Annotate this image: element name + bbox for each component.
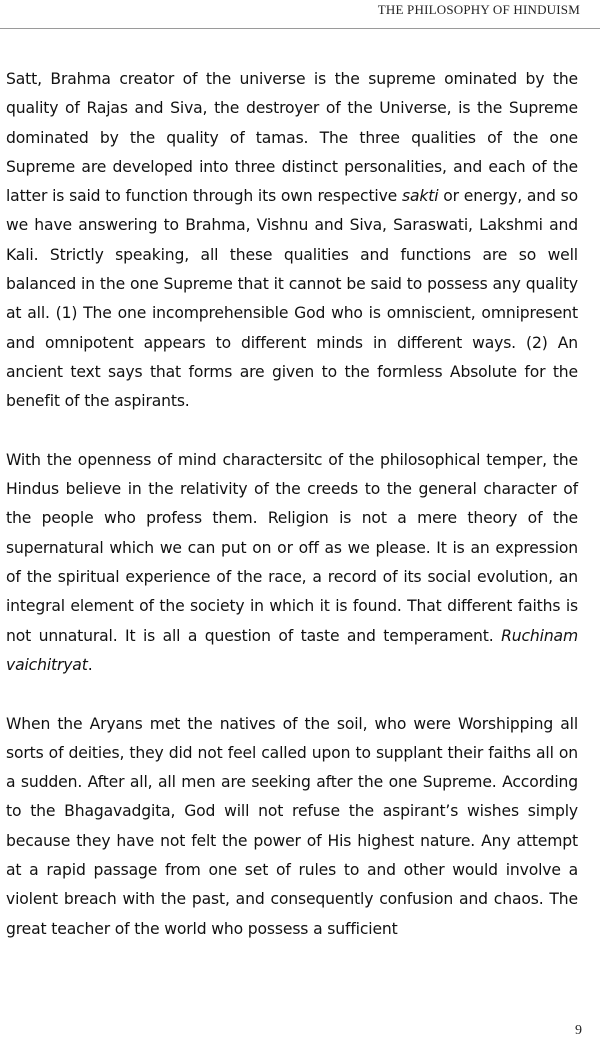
text-run: . [87, 655, 93, 674]
paragraph-3 [6, 710, 578, 944]
text-run: When the Aryans met the natives of the soil, who were Worshipping all sorts of deities, they did not feel called upon to supplant their faiths all on a sudden. After all, all men are seeking after the one Supreme. According to the Bhagavadgita, God will not refuse the aspirant’s wishes simply because they have not felt the power of His highest nature. Any attempt at a rapid passage from one set of rules to and other would involve a violent breach with the past, and consequently confusion and chaos. The great teacher of the world who possess a sufficient [6, 714, 578, 938]
header-rule [0, 28, 600, 29]
italic-term: Ruchinam vaichitryat [6, 626, 578, 674]
page-number: 9 [575, 1023, 582, 1038]
text-run: or energy, and so we have answering to Brahma, Vishnu and Siva, Saraswati, Lakshmi and Kali. Strictly speaking, all these qualities and functions are so well balanced in the one Supreme that it cannot be said to possess any quality at all. (1) The one incomprehensible God who is omniscient, omnipresent and omnipotent appears to different minds in different ways. (2) An ancient text says that forms are given to the formless Absolute for the benefit of the aspirants. [6, 187, 578, 411]
paragraph-1 [6, 65, 578, 417]
running-head: THE PHILOSOPHY OF HINDUISM [377, 2, 580, 17]
body-text [6, 65, 578, 944]
text-run: Satt, Brahma creator of the universe is the supreme ominated by the quality of Rajas and Siva, the destroyer of the Universe, is the Supreme dominated by the quality of tamas. The three qualities of the one Supreme are developed into three distinct personalities, and each of the latter is said to function through its own respective [6, 70, 578, 206]
text-run: With the openness of mind charactersitc of the philosophical temper, the Hindus believe in the relativity of the creeds to the general character of the people who profess them. Religion is not a mere theory of the supernatural which we can put on or off as we please. It is an expression of the spiritual experience of the race, a record of its social evolution, an integral element of the society in which it is found. That different faiths is not unnatural. It is all a question of taste and temperament. [6, 450, 578, 645]
italic-term: sakti [401, 187, 439, 206]
paragraph-2 [6, 446, 578, 680]
